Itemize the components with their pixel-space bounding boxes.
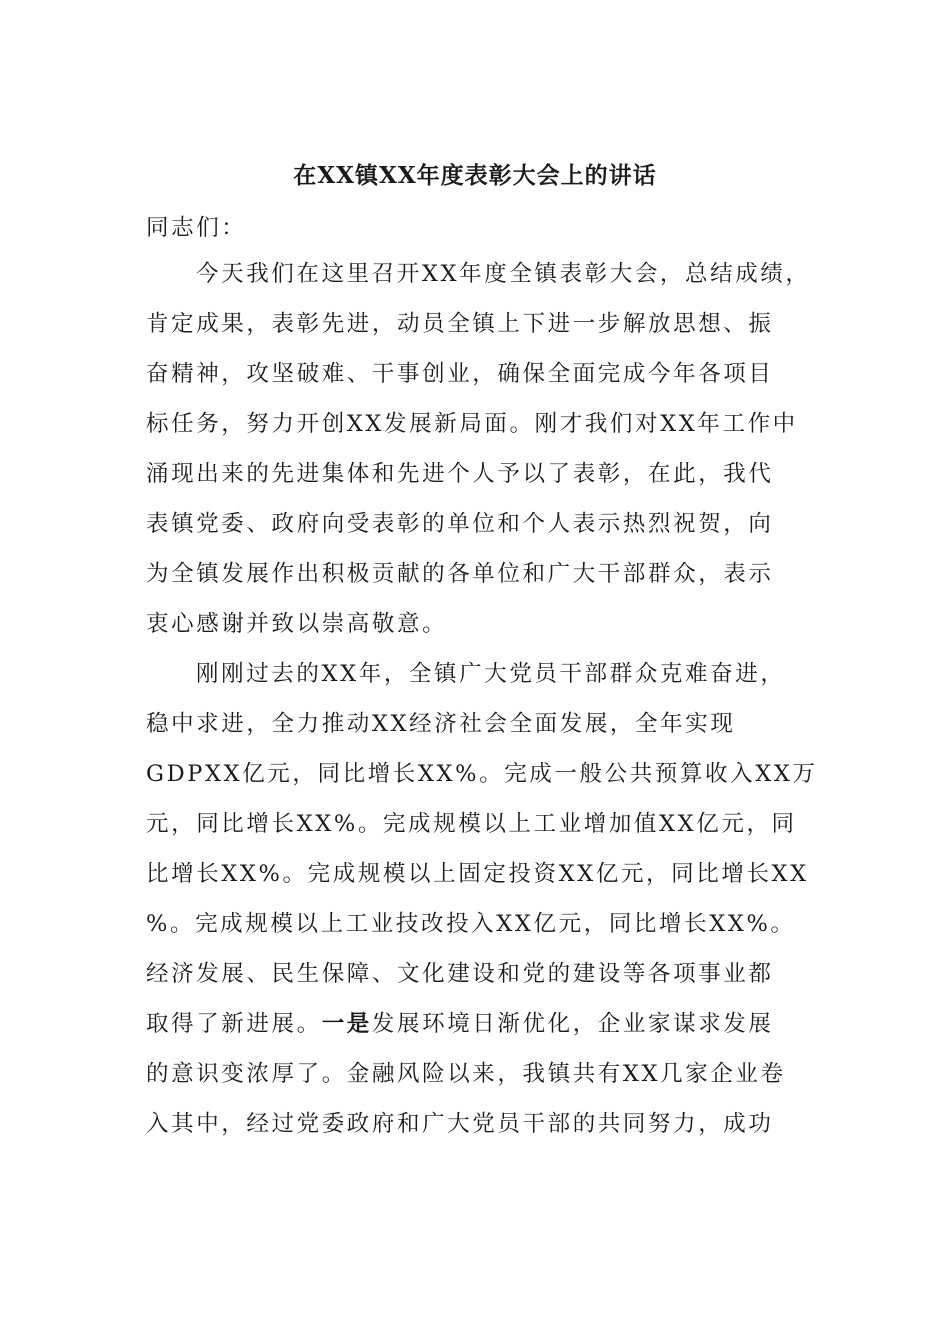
paragraph-opening bbox=[146, 249, 811, 649]
text-line: 刚刚过去的XX年，全镇广大党员干部群众克难奋进， bbox=[196, 661, 786, 687]
text-line-with-emphasis bbox=[146, 999, 806, 1049]
text-line: 表镇党委、政府向受表彰的单位和个人表示热烈祝贺，向 bbox=[146, 511, 774, 537]
text-line: 衷心感谢并致以崇高敬意。 bbox=[146, 611, 448, 637]
text-line: 标任务，努力开创XX发展新局面。刚才我们对XX年工作中 bbox=[146, 411, 798, 437]
text-line: 奋精神，攻坚破难、干事创业，确保全面完成今年各项目 bbox=[146, 361, 774, 387]
text-line: %。完成规模以上工业技改投入XX亿元，同比增长XX%。 bbox=[146, 911, 796, 937]
text-line: 为全镇发展作出积极贡献的各单位和广大干部群众，表示 bbox=[146, 561, 774, 587]
text-line: 的意识变浓厚了。金融风险以来，我镇共有XX几家企业卷 bbox=[146, 1061, 786, 1087]
text-line: 今天我们在这里召开XX年度全镇表彰大会，总结成绩， bbox=[196, 261, 811, 287]
text-line: GDPXX亿元，同比增长XX%。完成一般公共预算收入XX万 bbox=[146, 761, 818, 787]
text-segment: 取得了新进展。 bbox=[146, 1011, 322, 1037]
text-line: 经济发展、民生保障、文化建设和党的建设等各项事业都 bbox=[146, 961, 774, 987]
text-line: 稳中求进，全力推动XX经济社会全面发展，全年实现 bbox=[146, 711, 736, 737]
document-body bbox=[146, 203, 818, 1149]
salutation: 同志们： bbox=[146, 215, 247, 241]
text-line: 涌现出来的先进集体和先进个人予以了表彰，在此，我代 bbox=[146, 461, 774, 487]
document-title: 在XX镇XX年度表彰大会上的讲话 bbox=[293, 162, 657, 189]
emphasis-term: 一是 bbox=[321, 1011, 372, 1037]
text-line: 肯定成果，表彰先进，动员全镇上下进一步解放思想、振 bbox=[146, 311, 774, 337]
text-segment: 发展环境日渐优化，企业家谋求发展 bbox=[371, 1011, 774, 1037]
paragraph-achievements bbox=[146, 649, 818, 1149]
text-line: 入其中，经过党委政府和广大党员干部的共同努力，成功 bbox=[146, 1111, 774, 1137]
text-line: 比增长XX%。完成规模以上固定投资XX亿元，同比增长XX bbox=[146, 861, 809, 887]
text-line: 元，同比增长XX%。完成规模以上工业增加值XX亿元，同 bbox=[146, 811, 797, 837]
